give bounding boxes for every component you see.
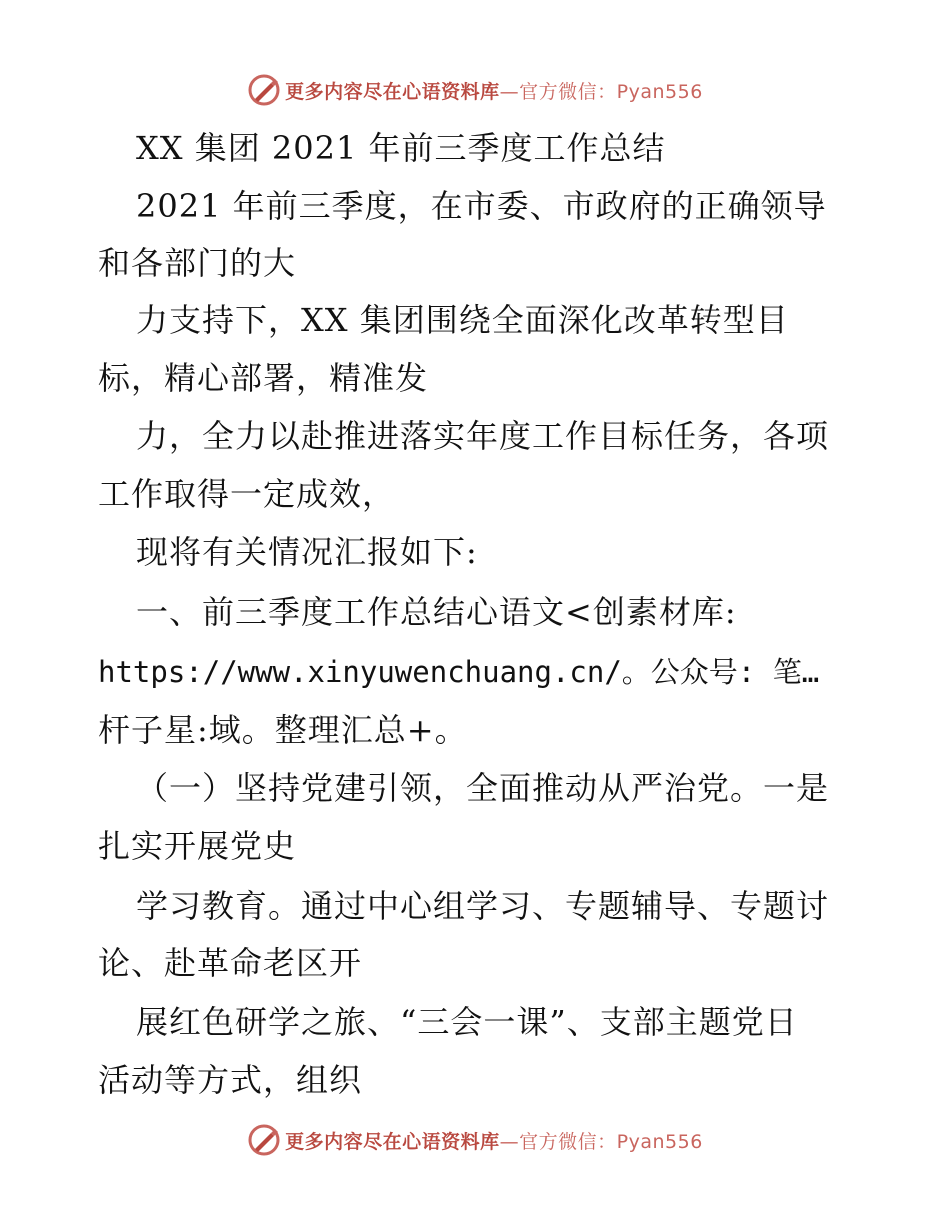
banner-text [285, 1127, 703, 1154]
banner-text [285, 77, 703, 104]
pen-logo-icon [247, 1123, 281, 1157]
banner-contact: 官方微信：Pyan556 [519, 80, 703, 103]
paragraph-line: 杆子星:域。整理汇总+。 [98, 711, 468, 749]
paragraph-line: 力，全力以赴推进落实年度工作目标任务，各项 [136, 417, 830, 455]
banner-contact: 官方微信：Pyan556 [519, 1130, 703, 1153]
document-title: XX 集团 2021 年前三季度工作总结 [136, 129, 666, 167]
banner-dash: — [499, 1130, 520, 1153]
paragraph-line: 工作取得一定成效， [98, 475, 396, 513]
banner-main-text: 更多内容尽在心语资料库 [285, 80, 500, 103]
subsection-heading: （一）坚持党建引领，全面推动从严治党。一是 [136, 769, 830, 807]
paragraph-line: 2021 年前三季度，在市委、市政府的正确领导 [136, 187, 827, 225]
watermark-banner-top [0, 70, 950, 110]
banner-main-text: 更多内容尽在心语资料库 [285, 1130, 500, 1153]
paragraph-line: 和各部门的大 [98, 244, 297, 282]
paragraph-line: 展红色研学之旅、“三会一课”、支部主题党日 [136, 1003, 798, 1041]
watermark-banner-bottom [0, 1120, 950, 1160]
paragraph-line: 活动等方式，组织 [98, 1061, 363, 1099]
paragraph-line: 扎实开展党史 [98, 827, 297, 865]
paragraph-line: 论、赴革命老区开 [98, 944, 363, 982]
source-url-line: https://www.xinyuwenchuang.cn/。公众号: 笔… [98, 655, 820, 689]
paragraph-line: 学习教育。通过中心组学习、专题辅导、专题讨 [136, 887, 830, 925]
pen-logo-icon [247, 73, 281, 107]
banner-dash: — [499, 80, 520, 103]
paragraph-line: 力支持下，XX 集团围绕全面深化改革转型目 [136, 301, 789, 339]
paragraph-line: 标，精心部署，精准发 [98, 359, 429, 397]
section-heading: 一、前三季度工作总结心语文<创素材库: [136, 593, 737, 631]
paragraph-line: 现将有关情况汇报如下: [136, 533, 478, 571]
